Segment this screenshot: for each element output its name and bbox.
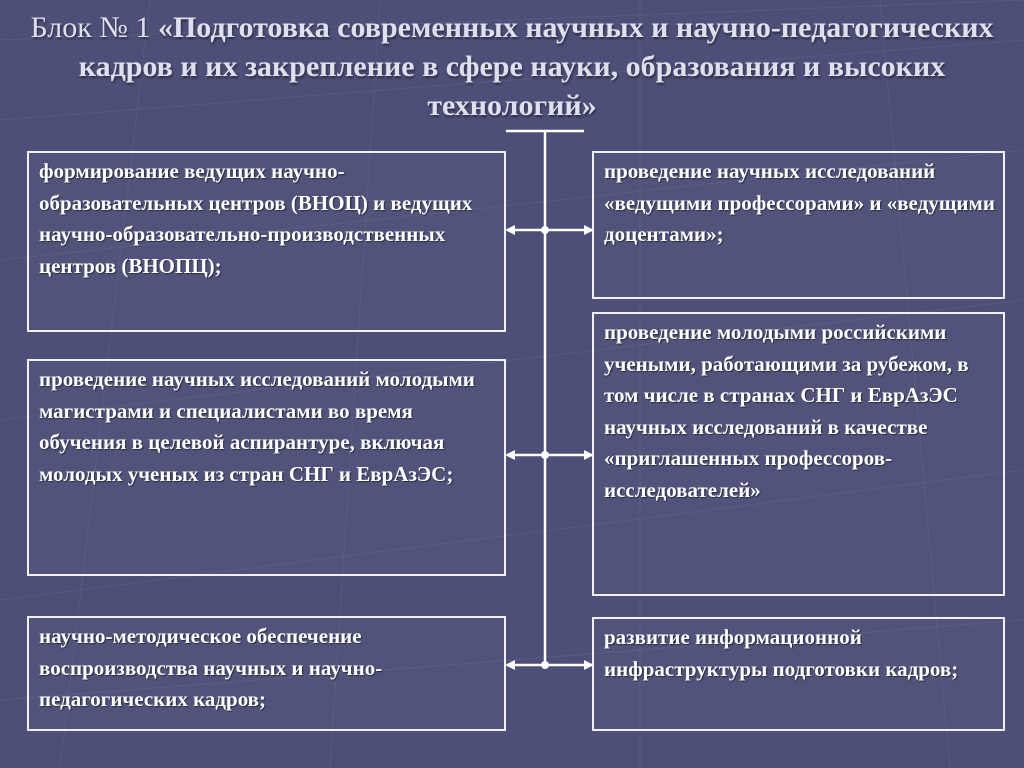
junction-dot-3 bbox=[541, 661, 549, 669]
block-vnots: формирование ведущих научно-образовательных центров (ВНОЦ) и ведущих научно-образовательно-производственных центров (ВНОПЦ); bbox=[27, 151, 506, 332]
arrow-left-icon bbox=[505, 225, 515, 235]
block-methodical-support: научно-методическое обеспечение воспроизводства научных и научно-педагогических кадров; bbox=[27, 616, 506, 731]
title-block-number: Блок № 1 bbox=[30, 11, 151, 44]
block-information-infrastructure: развитие информационной инфраструктуры подготовки кадров; bbox=[592, 617, 1005, 731]
arrow-left-icon bbox=[505, 450, 515, 460]
junction-dot-2 bbox=[541, 451, 549, 459]
block-young-scientists-abroad: проведение молодыми российскими учеными, работающими за рубежом, в том числе в странах СНГ и ЕврАзЭС научных исследований в качестве «приглашенных профессоров-исследователей» bbox=[592, 312, 1005, 596]
title-block-name: «Подготовка современных научных и научно-педагогических кадров и их закрепление в сфере науки, образования и высоких технологий» bbox=[78, 11, 994, 122]
block-young-masters: проведение научных исследований молодыми магистрами и специалистами во время обучения в целевой аспирантуре, включая молодых ученых из стран СНГ и ЕврАзЭС; bbox=[27, 359, 506, 576]
arrow-left-icon bbox=[505, 660, 515, 670]
junction-dot-1 bbox=[541, 226, 549, 234]
block-leading-professors: проведение научных исследований «ведущими профессорами» и «ведущими доцентами»; bbox=[592, 151, 1005, 299]
